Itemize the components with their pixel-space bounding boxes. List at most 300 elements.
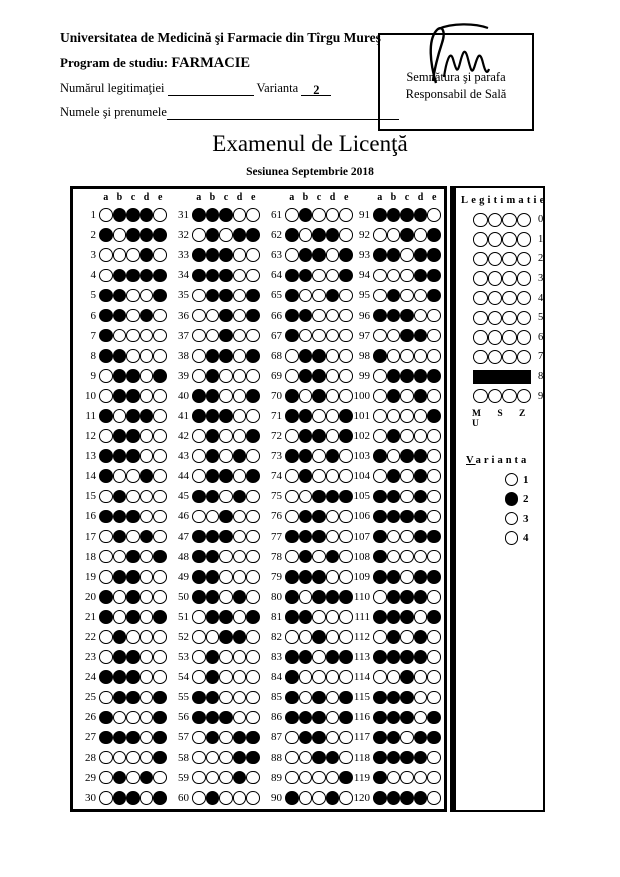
answer-bubble-47-a[interactable] — [192, 530, 206, 544]
answer-bubble-52-c[interactable] — [219, 630, 233, 644]
answer-bubble-105-e[interactable] — [427, 490, 441, 504]
answer-bubble-81-a[interactable] — [285, 610, 299, 624]
answer-bubble-88-a[interactable] — [285, 751, 299, 765]
answer-bubble-74-d[interactable] — [326, 469, 340, 483]
answer-bubble-48-a[interactable] — [192, 550, 206, 564]
answer-bubble-104-e[interactable] — [427, 469, 441, 483]
answer-bubble-34-d[interactable] — [233, 269, 247, 283]
answer-bubble-56-a[interactable] — [192, 711, 206, 725]
answer-bubble-86-b[interactable] — [299, 711, 313, 725]
answer-bubble-113-c[interactable] — [400, 650, 414, 664]
answer-bubble-45-e[interactable] — [246, 490, 260, 504]
answer-bubble-9-b[interactable] — [113, 369, 127, 383]
answer-bubble-8-d[interactable] — [140, 349, 154, 363]
legit-digit-bubble[interactable] — [502, 232, 517, 247]
answer-bubble-40-c[interactable] — [219, 389, 233, 403]
answer-bubble-47-b[interactable] — [206, 530, 220, 544]
answer-bubble-23-d[interactable] — [140, 650, 154, 664]
answer-bubble-71-a[interactable] — [285, 409, 299, 423]
answer-bubble-98-a[interactable] — [373, 349, 387, 363]
answer-bubble-95-e[interactable] — [427, 289, 441, 303]
answer-bubble-2-d[interactable] — [140, 228, 154, 242]
answer-bubble-118-b[interactable] — [387, 751, 401, 765]
answer-bubble-96-c[interactable] — [400, 309, 414, 323]
answer-bubble-44-d[interactable] — [233, 469, 247, 483]
answer-bubble-106-a[interactable] — [373, 510, 387, 524]
answer-bubble-57-e[interactable] — [246, 731, 260, 745]
answer-bubble-39-b[interactable] — [206, 369, 220, 383]
answer-bubble-55-a[interactable] — [192, 691, 206, 705]
answer-bubble-100-b[interactable] — [387, 389, 401, 403]
answer-bubble-119-c[interactable] — [400, 771, 414, 785]
answer-bubble-42-c[interactable] — [219, 429, 233, 443]
answer-bubble-53-d[interactable] — [233, 650, 247, 664]
legit-digit-bubble[interactable] — [502, 330, 517, 345]
answer-bubble-102-a[interactable] — [373, 429, 387, 443]
answer-bubble-31-c[interactable] — [219, 208, 233, 222]
answer-bubble-43-a[interactable] — [192, 449, 206, 463]
answer-bubble-3-e[interactable] — [153, 248, 167, 262]
answer-bubble-52-b[interactable] — [206, 630, 220, 644]
answer-bubble-70-d[interactable] — [326, 389, 340, 403]
answer-bubble-5-e[interactable] — [153, 289, 167, 303]
answer-bubble-76-d[interactable] — [326, 510, 340, 524]
answer-bubble-73-d[interactable] — [326, 449, 340, 463]
answer-bubble-105-d[interactable] — [414, 490, 428, 504]
answer-bubble-102-b[interactable] — [387, 429, 401, 443]
answer-bubble-91-b[interactable] — [387, 208, 401, 222]
answer-bubble-40-e[interactable] — [246, 389, 260, 403]
answer-bubble-85-b[interactable] — [299, 691, 313, 705]
answer-bubble-13-c[interactable] — [126, 449, 140, 463]
answer-bubble-118-d[interactable] — [414, 751, 428, 765]
answer-bubble-97-c[interactable] — [400, 329, 414, 343]
answer-bubble-46-b[interactable] — [206, 510, 220, 524]
legit-digit-bubble[interactable] — [473, 389, 488, 404]
answer-bubble-18-d[interactable] — [140, 550, 154, 564]
answer-bubble-107-e[interactable] — [427, 530, 441, 544]
answer-bubble-9-a[interactable] — [99, 369, 113, 383]
answer-bubble-66-a[interactable] — [285, 309, 299, 323]
answer-bubble-67-d[interactable] — [326, 329, 340, 343]
answer-bubble-64-a[interactable] — [285, 269, 299, 283]
answer-bubble-69-b[interactable] — [299, 369, 313, 383]
legitimation-number-field[interactable] — [168, 83, 254, 96]
answer-bubble-15-e[interactable] — [153, 490, 167, 504]
answer-bubble-31-e[interactable] — [246, 208, 260, 222]
answer-bubble-10-c[interactable] — [126, 389, 140, 403]
answer-bubble-77-c[interactable] — [312, 530, 326, 544]
answer-bubble-100-e[interactable] — [427, 389, 441, 403]
answer-bubble-16-a[interactable] — [99, 510, 113, 524]
answer-bubble-62-a[interactable] — [285, 228, 299, 242]
answer-bubble-23-c[interactable] — [126, 650, 140, 664]
answer-bubble-51-d[interactable] — [233, 610, 247, 624]
answer-bubble-116-b[interactable] — [387, 711, 401, 725]
answer-bubble-17-c[interactable] — [126, 530, 140, 544]
answer-bubble-74-a[interactable] — [285, 469, 299, 483]
answer-bubble-35-e[interactable] — [246, 289, 260, 303]
answer-bubble-44-e[interactable] — [246, 469, 260, 483]
answer-bubble-114-d[interactable] — [414, 670, 428, 684]
answer-bubble-63-a[interactable] — [285, 248, 299, 262]
answer-bubble-84-a[interactable] — [285, 670, 299, 684]
answer-bubble-23-e[interactable] — [153, 650, 167, 664]
answer-bubble-101-a[interactable] — [373, 409, 387, 423]
answer-bubble-41-a[interactable] — [192, 409, 206, 423]
answer-bubble-59-c[interactable] — [219, 771, 233, 785]
answer-bubble-60-e[interactable] — [246, 791, 260, 805]
answer-bubble-82-c[interactable] — [312, 630, 326, 644]
legit-digit-bubble[interactable] — [502, 350, 517, 365]
legit-digit-bubble[interactable] — [502, 252, 517, 267]
answer-bubble-92-c[interactable] — [400, 228, 414, 242]
answer-bubble-28-b[interactable] — [113, 751, 127, 765]
answer-bubble-17-a[interactable] — [99, 530, 113, 544]
legit-digit-bubble[interactable] — [488, 232, 503, 247]
answer-bubble-7-a[interactable] — [99, 329, 113, 343]
answer-bubble-63-b[interactable] — [299, 248, 313, 262]
answer-bubble-98-b[interactable] — [387, 349, 401, 363]
answer-bubble-58-c[interactable] — [219, 751, 233, 765]
answer-bubble-64-c[interactable] — [312, 269, 326, 283]
answer-bubble-109-b[interactable] — [387, 570, 401, 584]
answer-bubble-56-d[interactable] — [233, 711, 247, 725]
answer-bubble-48-c[interactable] — [219, 550, 233, 564]
legit-digit-bubble[interactable] — [517, 271, 532, 286]
answer-bubble-72-d[interactable] — [326, 429, 340, 443]
answer-bubble-4-a[interactable] — [99, 269, 113, 283]
answer-bubble-53-c[interactable] — [219, 650, 233, 664]
answer-bubble-112-c[interactable] — [400, 630, 414, 644]
answer-bubble-103-e[interactable] — [427, 449, 441, 463]
answer-bubble-120-b[interactable] — [387, 791, 401, 805]
answer-bubble-30-e[interactable] — [153, 791, 167, 805]
answer-bubble-78-d[interactable] — [326, 550, 340, 564]
answer-bubble-55-c[interactable] — [219, 691, 233, 705]
answer-bubble-61-c[interactable] — [312, 208, 326, 222]
answer-bubble-20-d[interactable] — [140, 590, 154, 604]
answer-bubble-11-c[interactable] — [126, 409, 140, 423]
answer-bubble-25-d[interactable] — [140, 691, 154, 705]
answer-bubble-9-e[interactable] — [153, 369, 167, 383]
answer-bubble-29-b[interactable] — [113, 771, 127, 785]
answer-bubble-25-e[interactable] — [153, 691, 167, 705]
answer-bubble-43-b[interactable] — [206, 449, 220, 463]
answer-bubble-12-a[interactable] — [99, 429, 113, 443]
answer-bubble-37-c[interactable] — [219, 329, 233, 343]
answer-bubble-8-c[interactable] — [126, 349, 140, 363]
answer-bubble-83-d[interactable] — [326, 650, 340, 664]
legit-digit-bubble[interactable] — [473, 232, 488, 247]
answer-bubble-60-a[interactable] — [192, 791, 206, 805]
legit-digit-bubble[interactable] — [502, 389, 517, 404]
answer-bubble-75-c[interactable] — [312, 490, 326, 504]
answer-bubble-6-c[interactable] — [126, 309, 140, 323]
answer-bubble-85-d[interactable] — [326, 691, 340, 705]
answer-bubble-8-b[interactable] — [113, 349, 127, 363]
answer-bubble-84-b[interactable] — [299, 670, 313, 684]
answer-bubble-104-c[interactable] — [400, 469, 414, 483]
answer-bubble-118-c[interactable] — [400, 751, 414, 765]
answer-bubble-32-d[interactable] — [233, 228, 247, 242]
answer-bubble-88-d[interactable] — [326, 751, 340, 765]
answer-bubble-27-a[interactable] — [99, 731, 113, 745]
legit-digit-bubble[interactable] — [488, 213, 503, 228]
answer-bubble-66-d[interactable] — [326, 309, 340, 323]
answer-bubble-120-a[interactable] — [373, 791, 387, 805]
answer-bubble-114-a[interactable] — [373, 670, 387, 684]
answer-bubble-95-c[interactable] — [400, 289, 414, 303]
answer-bubble-59-e[interactable] — [246, 771, 260, 785]
answer-bubble-16-d[interactable] — [140, 510, 154, 524]
answer-bubble-96-d[interactable] — [414, 309, 428, 323]
answer-bubble-11-e[interactable] — [153, 409, 167, 423]
answer-bubble-2-e[interactable] — [153, 228, 167, 242]
answer-bubble-107-d[interactable] — [414, 530, 428, 544]
answer-bubble-13-e[interactable] — [153, 449, 167, 463]
legit-digit-bubble[interactable] — [488, 252, 503, 267]
answer-bubble-97-a[interactable] — [373, 329, 387, 343]
answer-bubble-92-b[interactable] — [387, 228, 401, 242]
answer-bubble-81-c[interactable] — [312, 610, 326, 624]
answer-bubble-120-c[interactable] — [400, 791, 414, 805]
answer-bubble-91-c[interactable] — [400, 208, 414, 222]
answer-bubble-28-a[interactable] — [99, 751, 113, 765]
answer-bubble-21-e[interactable] — [153, 610, 167, 624]
answer-bubble-117-d[interactable] — [414, 731, 428, 745]
answer-bubble-57-d[interactable] — [233, 731, 247, 745]
answer-bubble-76-a[interactable] — [285, 510, 299, 524]
answer-bubble-79-a[interactable] — [285, 570, 299, 584]
answer-bubble-85-a[interactable] — [285, 691, 299, 705]
legit-digit-bubble[interactable] — [473, 330, 488, 345]
answer-bubble-70-a[interactable] — [285, 389, 299, 403]
answer-bubble-33-a[interactable] — [192, 248, 206, 262]
answer-bubble-13-b[interactable] — [113, 449, 127, 463]
answer-bubble-69-c[interactable] — [312, 369, 326, 383]
answer-bubble-108-e[interactable] — [427, 550, 441, 564]
answer-bubble-116-c[interactable] — [400, 711, 414, 725]
answer-bubble-100-a[interactable] — [373, 389, 387, 403]
answer-bubble-26-b[interactable] — [113, 711, 127, 725]
answer-bubble-76-c[interactable] — [312, 510, 326, 524]
answer-bubble-28-c[interactable] — [126, 751, 140, 765]
answer-bubble-51-a[interactable] — [192, 610, 206, 624]
answer-bubble-85-c[interactable] — [312, 691, 326, 705]
legit-digit-bubble[interactable] — [473, 252, 488, 267]
answer-bubble-117-e[interactable] — [427, 731, 441, 745]
answer-bubble-20-a[interactable] — [99, 590, 113, 604]
answer-bubble-56-e[interactable] — [246, 711, 260, 725]
answer-bubble-41-e[interactable] — [246, 409, 260, 423]
answer-bubble-56-c[interactable] — [219, 711, 233, 725]
answer-bubble-38-a[interactable] — [192, 349, 206, 363]
answer-bubble-33-c[interactable] — [219, 248, 233, 262]
answer-bubble-109-a[interactable] — [373, 570, 387, 584]
answer-bubble-18-c[interactable] — [126, 550, 140, 564]
answer-bubble-109-d[interactable] — [414, 570, 428, 584]
answer-bubble-27-e[interactable] — [153, 731, 167, 745]
answer-bubble-58-b[interactable] — [206, 751, 220, 765]
answer-bubble-30-b[interactable] — [113, 791, 127, 805]
answer-bubble-64-b[interactable] — [299, 269, 313, 283]
answer-bubble-19-c[interactable] — [126, 570, 140, 584]
answer-bubble-53-e[interactable] — [246, 650, 260, 664]
answer-bubble-91-a[interactable] — [373, 208, 387, 222]
answer-bubble-26-e[interactable] — [153, 711, 167, 725]
legit-digit-bubble[interactable] — [502, 271, 517, 286]
answer-bubble-54-e[interactable] — [246, 670, 260, 684]
answer-bubble-43-e[interactable] — [246, 449, 260, 463]
answer-bubble-94-e[interactable] — [427, 269, 441, 283]
answer-bubble-51-b[interactable] — [206, 610, 220, 624]
answer-bubble-56-b[interactable] — [206, 711, 220, 725]
answer-bubble-4-d[interactable] — [140, 269, 154, 283]
answer-bubble-75-a[interactable] — [285, 490, 299, 504]
answer-bubble-24-d[interactable] — [140, 670, 154, 684]
answer-bubble-19-d[interactable] — [140, 570, 154, 584]
variant-bubble-4[interactable] — [505, 531, 519, 545]
answer-bubble-68-d[interactable] — [326, 349, 340, 363]
answer-bubble-99-a[interactable] — [373, 369, 387, 383]
answer-bubble-42-b[interactable] — [206, 429, 220, 443]
answer-bubble-72-c[interactable] — [312, 429, 326, 443]
answer-bubble-34-b[interactable] — [206, 269, 220, 283]
answer-bubble-95-a[interactable] — [373, 289, 387, 303]
answer-bubble-32-e[interactable] — [246, 228, 260, 242]
answer-bubble-63-c[interactable] — [312, 248, 326, 262]
answer-bubble-52-d[interactable] — [233, 630, 247, 644]
answer-bubble-15-a[interactable] — [99, 490, 113, 504]
answer-bubble-41-d[interactable] — [233, 409, 247, 423]
answer-bubble-18-e[interactable] — [153, 550, 167, 564]
answer-bubble-4-b[interactable] — [113, 269, 127, 283]
answer-bubble-100-d[interactable] — [414, 389, 428, 403]
answer-bubble-83-b[interactable] — [299, 650, 313, 664]
answer-bubble-78-a[interactable] — [285, 550, 299, 564]
answer-bubble-69-d[interactable] — [326, 369, 340, 383]
answer-bubble-119-d[interactable] — [414, 771, 428, 785]
answer-bubble-62-c[interactable] — [312, 228, 326, 242]
answer-bubble-116-d[interactable] — [414, 711, 428, 725]
answer-bubble-49-d[interactable] — [233, 570, 247, 584]
answer-bubble-110-b[interactable] — [387, 590, 401, 604]
answer-bubble-5-c[interactable] — [126, 289, 140, 303]
legit-digit-bubble[interactable] — [473, 271, 488, 286]
answer-bubble-38-d[interactable] — [233, 349, 247, 363]
answer-bubble-7-b[interactable] — [113, 329, 127, 343]
answer-bubble-110-d[interactable] — [414, 590, 428, 604]
answer-bubble-75-d[interactable] — [326, 490, 340, 504]
answer-bubble-108-a[interactable] — [373, 550, 387, 564]
answer-bubble-117-b[interactable] — [387, 731, 401, 745]
answer-bubble-67-c[interactable] — [312, 329, 326, 343]
answer-bubble-91-e[interactable] — [427, 208, 441, 222]
answer-bubble-63-d[interactable] — [326, 248, 340, 262]
answer-bubble-52-a[interactable] — [192, 630, 206, 644]
answer-bubble-101-c[interactable] — [400, 409, 414, 423]
legit-digit-bubble[interactable] — [488, 311, 503, 326]
answer-bubble-48-d[interactable] — [233, 550, 247, 564]
answer-bubble-96-e[interactable] — [427, 309, 441, 323]
answer-bubble-112-a[interactable] — [373, 630, 387, 644]
answer-bubble-24-e[interactable] — [153, 670, 167, 684]
answer-bubble-83-a[interactable] — [285, 650, 299, 664]
answer-bubble-54-a[interactable] — [192, 670, 206, 684]
answer-bubble-1-e[interactable] — [153, 208, 167, 222]
answer-bubble-6-a[interactable] — [99, 309, 113, 323]
answer-bubble-46-a[interactable] — [192, 510, 206, 524]
answer-bubble-87-b[interactable] — [299, 731, 313, 745]
answer-bubble-49-b[interactable] — [206, 570, 220, 584]
answer-bubble-35-b[interactable] — [206, 289, 220, 303]
answer-bubble-108-b[interactable] — [387, 550, 401, 564]
answer-bubble-14-c[interactable] — [126, 469, 140, 483]
variant-bubble-2[interactable] — [505, 492, 519, 506]
answer-bubble-22-d[interactable] — [140, 630, 154, 644]
answer-bubble-98-c[interactable] — [400, 349, 414, 363]
answer-bubble-102-d[interactable] — [414, 429, 428, 443]
answer-bubble-111-e[interactable] — [427, 610, 441, 624]
answer-bubble-2-b[interactable] — [113, 228, 127, 242]
answer-bubble-117-a[interactable] — [373, 731, 387, 745]
answer-bubble-55-e[interactable] — [246, 691, 260, 705]
answer-bubble-3-c[interactable] — [126, 248, 140, 262]
answer-bubble-82-a[interactable] — [285, 630, 299, 644]
legit-digit-bubble[interactable] — [502, 311, 517, 326]
answer-bubble-7-c[interactable] — [126, 329, 140, 343]
answer-bubble-2-a[interactable] — [99, 228, 113, 242]
answer-bubble-6-d[interactable] — [140, 309, 154, 323]
legit-digit-bubble[interactable] — [502, 291, 517, 306]
answer-bubble-82-d[interactable] — [326, 630, 340, 644]
answer-bubble-105-b[interactable] — [387, 490, 401, 504]
answer-bubble-31-b[interactable] — [206, 208, 220, 222]
answer-bubble-25-b[interactable] — [113, 691, 127, 705]
answer-bubble-43-d[interactable] — [233, 449, 247, 463]
answer-bubble-51-e[interactable] — [246, 610, 260, 624]
answer-bubble-79-c[interactable] — [312, 570, 326, 584]
answer-bubble-108-d[interactable] — [414, 550, 428, 564]
answer-bubble-57-c[interactable] — [219, 731, 233, 745]
answer-bubble-37-b[interactable] — [206, 329, 220, 343]
answer-bubble-30-d[interactable] — [140, 791, 154, 805]
answer-bubble-95-d[interactable] — [414, 289, 428, 303]
answer-bubble-36-c[interactable] — [219, 309, 233, 323]
answer-bubble-33-b[interactable] — [206, 248, 220, 262]
answer-bubble-1-a[interactable] — [99, 208, 113, 222]
answer-bubble-20-e[interactable] — [153, 590, 167, 604]
answer-bubble-22-a[interactable] — [99, 630, 113, 644]
answer-bubble-79-b[interactable] — [299, 570, 313, 584]
answer-bubble-116-e[interactable] — [427, 711, 441, 725]
answer-bubble-36-d[interactable] — [233, 309, 247, 323]
legit-digit-bubble[interactable] — [517, 330, 532, 345]
answer-bubble-96-b[interactable] — [387, 309, 401, 323]
answer-bubble-65-c[interactable] — [312, 289, 326, 303]
answer-bubble-100-c[interactable] — [400, 389, 414, 403]
answer-bubble-86-d[interactable] — [326, 711, 340, 725]
answer-bubble-108-c[interactable] — [400, 550, 414, 564]
answer-bubble-118-a[interactable] — [373, 751, 387, 765]
answer-bubble-110-e[interactable] — [427, 590, 441, 604]
answer-bubble-32-b[interactable] — [206, 228, 220, 242]
answer-bubble-3-a[interactable] — [99, 248, 113, 262]
answer-bubble-113-d[interactable] — [414, 650, 428, 664]
answer-bubble-28-d[interactable] — [140, 751, 154, 765]
answer-bubble-19-a[interactable] — [99, 570, 113, 584]
